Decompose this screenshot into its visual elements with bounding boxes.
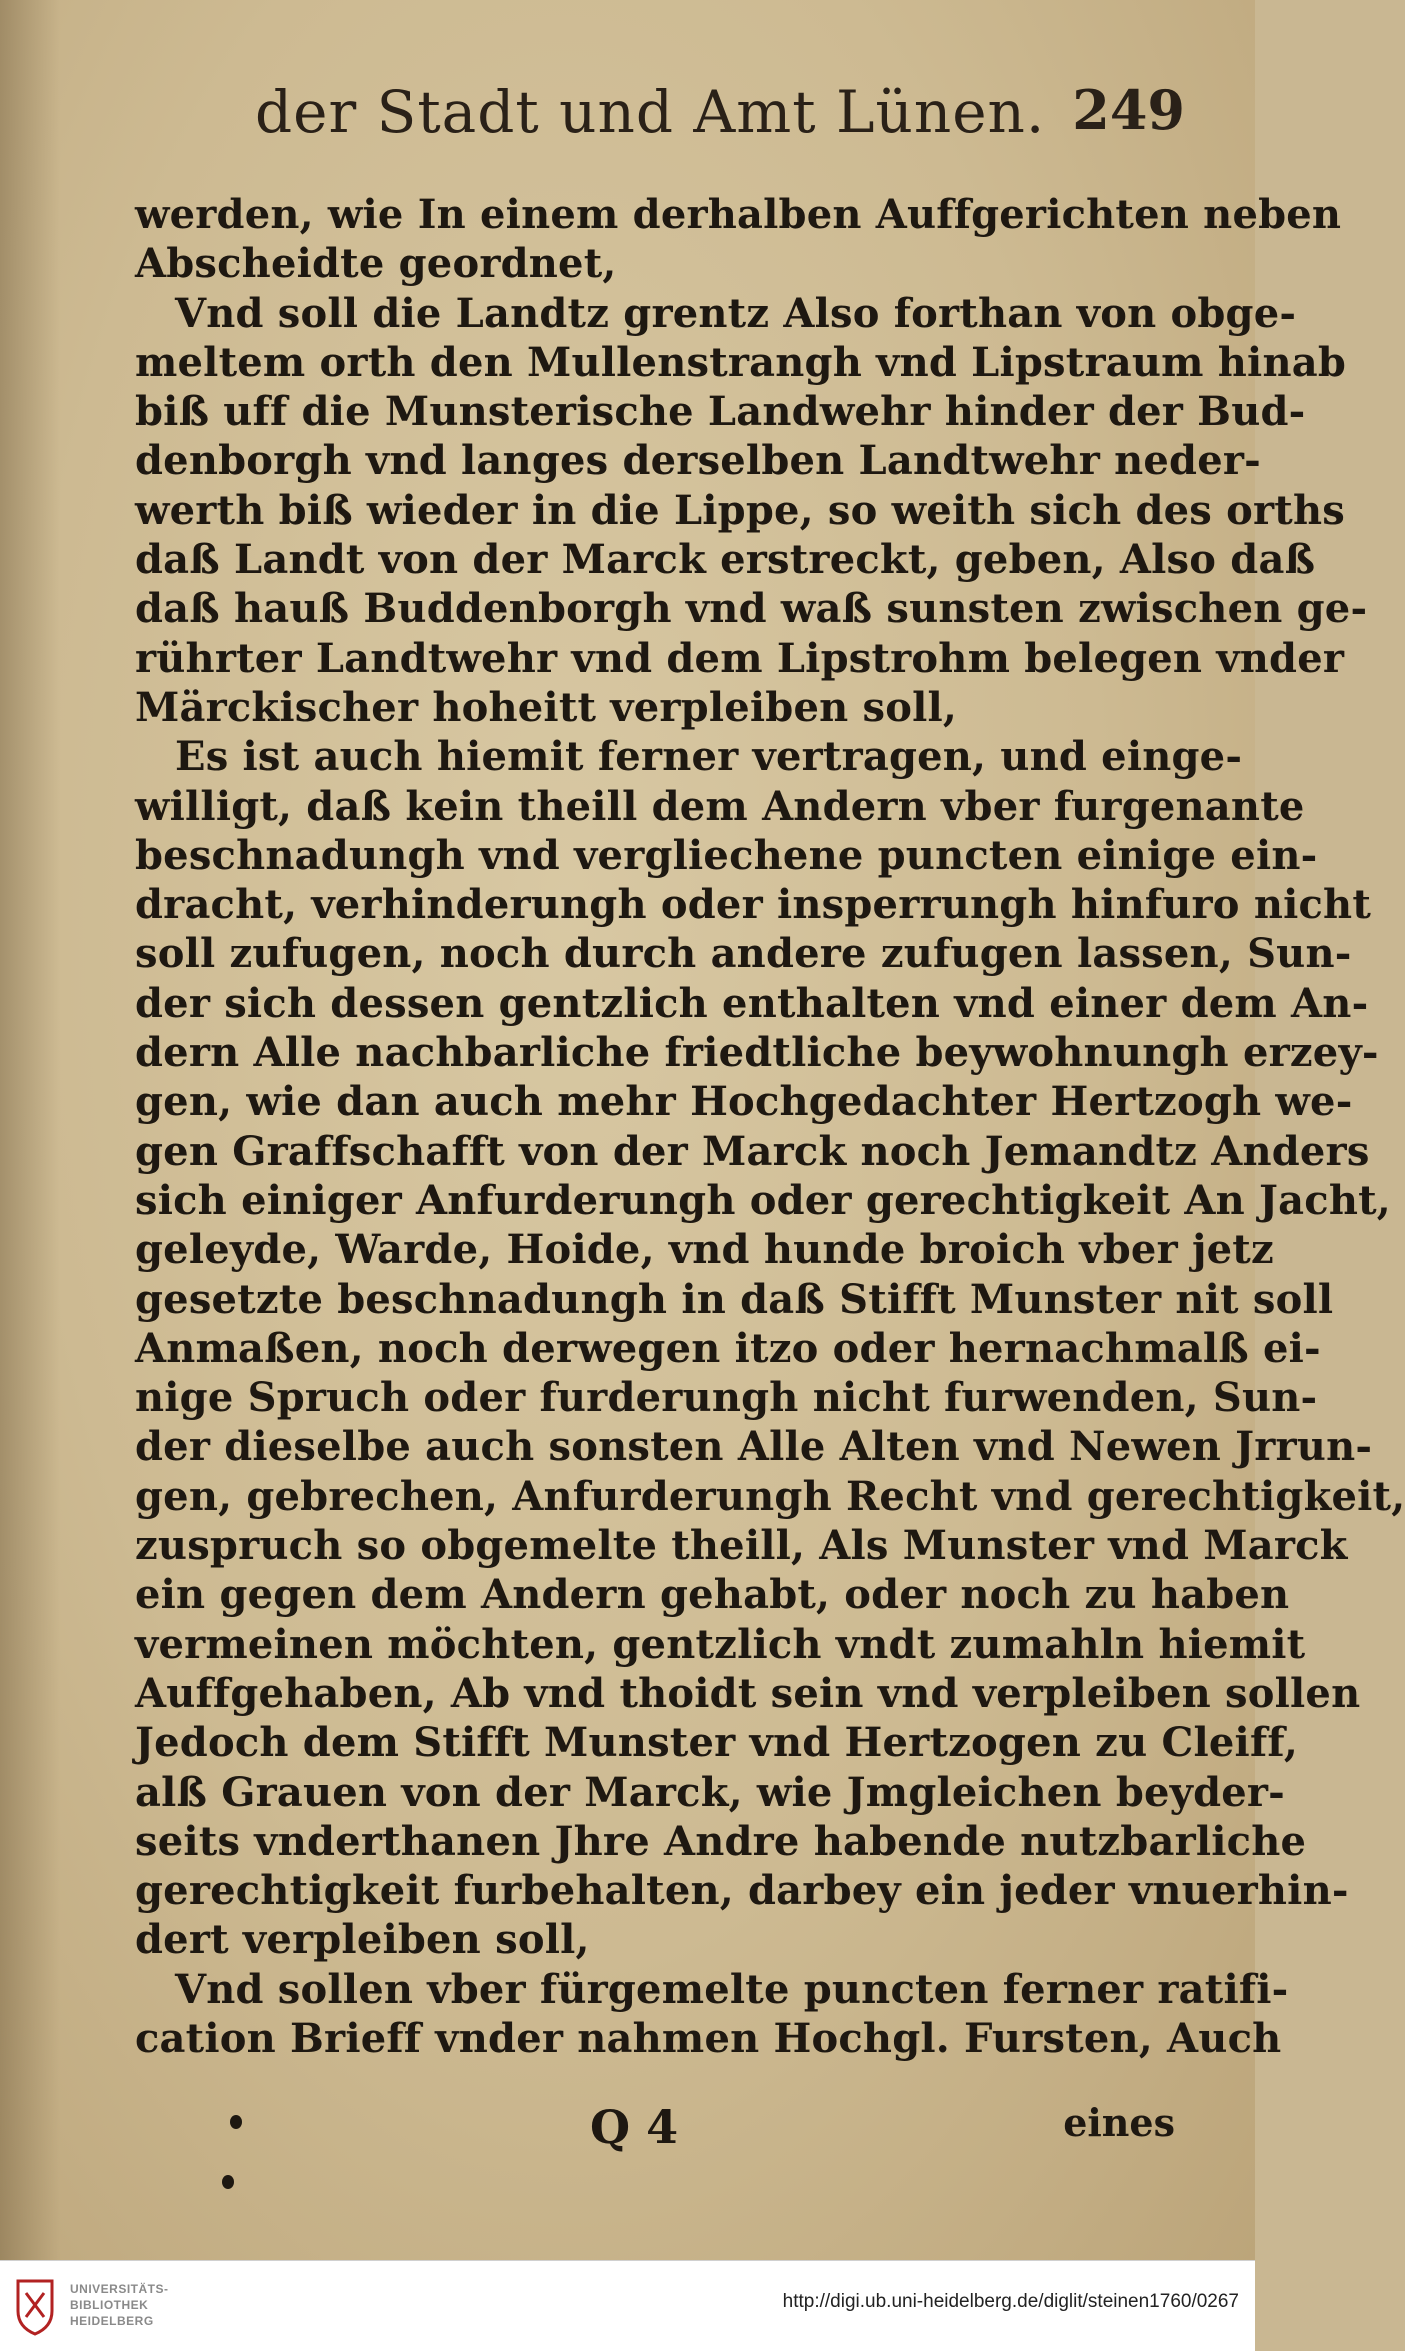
text-line: Abscheidte geordnet, — [135, 240, 617, 288]
text-line: gen, wie dan auch mehr Hochgedachter Hertzogh we- — [135, 1078, 1353, 1126]
text-line: biß uff die Munsterische Landwehr hinder der Bud- — [135, 388, 1306, 436]
binding-shadow — [0, 0, 60, 2260]
text-line: daß Landt von der Marck erstreckt, geben, Also daß — [135, 536, 1316, 584]
text-line: Anmaßen, noch derwegen itzo oder hernachmalß ei- — [135, 1324, 1321, 1372]
text-line: meltem orth den Mullenstrangh vnd Lipstraum hinab — [135, 338, 1347, 386]
text-line: gesetzte beschnadungh in daß Stifft Munster nit soll — [135, 1275, 1334, 1323]
library-name-line: UNIVERSITÄTS- — [70, 2282, 169, 2296]
text-line: daß hauß Buddenborgh vnd waß sunsten zwischen ge- — [135, 585, 1368, 633]
text-line: Vnd soll die Landtz grentz Also forthan von obge- — [175, 289, 1297, 337]
text-line: Jedoch dem Stifft Munster vnd Hertzogen zu Cleiff, — [135, 1719, 1299, 1767]
text-line: willigt, daß kein theill dem Andern vber furgenante — [135, 782, 1305, 830]
permalink-url[interactable]: http://digi.ub.uni-heidelberg.de/diglit/steinen1760/0267 — [782, 2291, 1239, 2312]
text-line: Es ist auch hiemit ferner vertragen, und einge- — [175, 733, 1243, 781]
text-line: gerechtigkeit furbehalten, darbey ein jeder vnuerhin- — [135, 1867, 1349, 1915]
page-header — [255, 70, 1185, 160]
text-line: Vnd sollen vber fürgemelte puncten ferner ratifi- — [175, 1965, 1289, 2013]
text-line: gen Graffschafft von der Marck noch Jemandtz Anders — [135, 1127, 1370, 1175]
library-name-line: HEIDELBERG — [70, 2314, 154, 2328]
text-line: werth biß wieder in die Lippe, so weith sich des orths — [135, 486, 1345, 534]
ink-spot — [222, 2175, 234, 2189]
university-seal-icon — [12, 2277, 58, 2337]
text-line: cation Brieff vnder nahmen Hochgl. Fursten, Auch — [135, 2014, 1282, 2062]
text-line: soll zufugen, noch durch andere zufugen lassen, Sun- — [135, 930, 1352, 978]
text-line: denborgh vnd langes derselben Landtwehr neder- — [135, 437, 1261, 485]
digitization-footer — [0, 2260, 1255, 2351]
running-title: der Stadt und Amt Lünen. — [255, 78, 1046, 146]
page-number: 249 — [1072, 78, 1185, 142]
text-line: geleyde, Warde, Hoide, vnd hunde broich vber jetz — [135, 1226, 1274, 1274]
text-line: dern Alle nachbarliche friedtliche beywohnungh erzey- — [135, 1029, 1379, 1077]
text-line: Märckischer hoheitt verpleiben soll, — [135, 683, 958, 731]
library-name-line: BIBLIOTHEK — [70, 2298, 149, 2312]
text-line: ein gegen dem Andern gehabt, oder noch zu haben — [135, 1571, 1290, 1619]
body-text — [135, 190, 1405, 2063]
text-line: werden, wie In einem derhalben Auffgerichten neben — [135, 191, 1342, 238]
text-line: zuspruch so obgemelte theill, Als Munster vnd Marck — [135, 1522, 1348, 1570]
signature-mark: Q 4 — [590, 2100, 679, 2154]
text-line: nige Spruch oder furderungh nicht furwenden, Sun- — [135, 1374, 1318, 1422]
text-line: alß Grauen von der Marck, wie Jmgleichen beyder- — [135, 1768, 1285, 1816]
text-line: gen, gebrechen, Anfurderungh Recht vnd gerechtigkeit, — [135, 1472, 1405, 1520]
text-line: seits vnderthanen Jhre Andre habende nutzbarliche — [135, 1817, 1307, 1865]
text-line: rührter Landtwehr vnd dem Lipstrohm belegen vnder — [135, 634, 1345, 682]
text-line: der sich dessen gentzlich enthalten vnd einer dem An- — [135, 979, 1369, 1027]
library-name — [70, 2281, 169, 2329]
text-line: dert verpleiben soll, — [135, 1916, 590, 1964]
catchword: eines — [1063, 2100, 1175, 2145]
text-line: vermeinen möchten, gentzlich vndt zumahln hiemit — [135, 1620, 1306, 1668]
text-line: sich einiger Anfurderungh oder gerechtigkeit An Jacht, — [135, 1176, 1391, 1224]
ink-spot — [230, 2115, 242, 2129]
text-line: Auffgehaben, Ab vnd thoidt sein vnd verpleiben sollen — [135, 1669, 1361, 1717]
text-line: beschnadungh vnd vergliechene puncten einige ein- — [135, 831, 1318, 879]
text-line: dracht, verhinderungh oder insperrungh hinfuro nicht — [135, 881, 1372, 929]
text-line: der dieselbe auch sonsten Alle Alten vnd Newen Jrrun- — [135, 1423, 1373, 1471]
